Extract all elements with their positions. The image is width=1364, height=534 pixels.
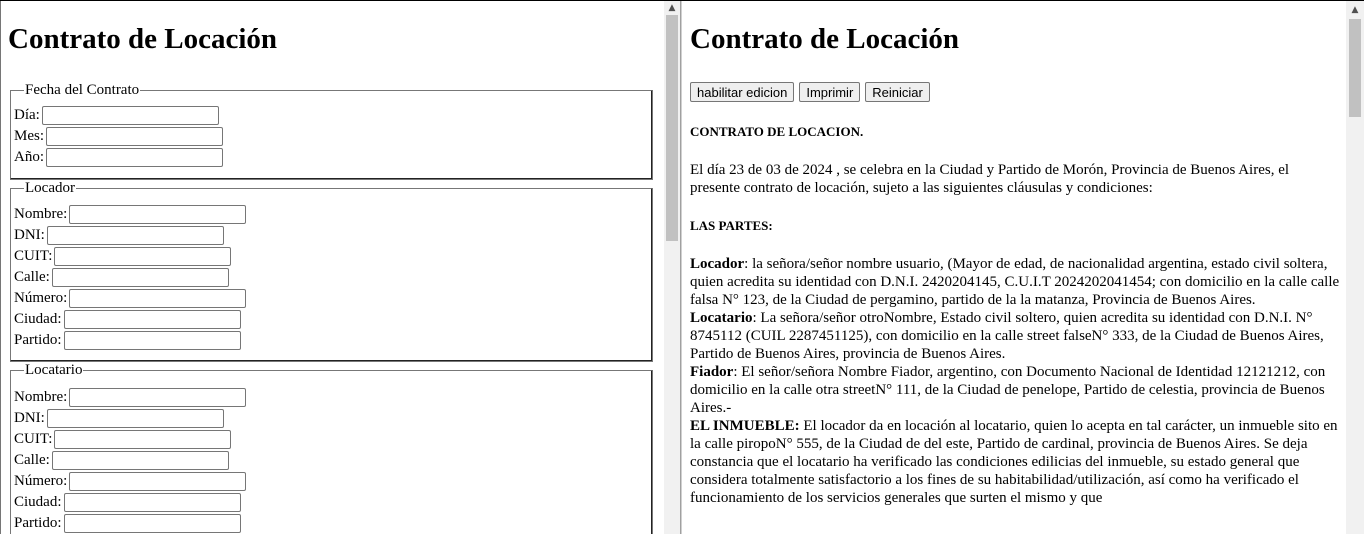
- locatario-nombre-label: Nombre:: [14, 389, 68, 405]
- form-title: Contrato de Locación: [8, 23, 278, 55]
- form-pane-scrollbar[interactable]: [664, 1, 680, 534]
- fecha-anio-row: [14, 147, 223, 168]
- form-pane: [0, 1, 664, 534]
- locador-cuit-row: [14, 246, 231, 267]
- locador-clause-label: Locador: [690, 256, 745, 272]
- locatario-numero-row: [14, 471, 246, 492]
- locatario-ciudad-row: [14, 492, 241, 513]
- fecha-mes-row: [14, 126, 223, 147]
- locatario-clause-text: : La señora/señor otroNombre, Estado civil soltero, quien acredita su identidad con D.N.I. N° 8745112 (CUIL 2287451125), con domicilio en la calle street falseN° 333, de la Ciudad de Buenos Aires, Partido de Buenos Aires, provincia de Buenos Aires.: [690, 310, 1324, 362]
- locatario-ciudad-input[interactable]: [64, 493, 241, 512]
- locatario-nombre-row: [14, 387, 246, 408]
- locador-ciudad-row: [14, 309, 241, 330]
- fiador-clause: [690, 363, 1340, 417]
- locador-dni-label: DNI:: [14, 227, 45, 243]
- locador-numero-row: [14, 288, 246, 309]
- fecha-legend: Fecha del Contrato: [25, 82, 140, 98]
- scroll-up-arrow-icon[interactable]: ▲: [1351, 5, 1359, 15]
- locatario-numero-label: Número:: [14, 473, 68, 489]
- locador-dni-input[interactable]: [47, 226, 224, 245]
- enable-edit-button[interactable]: habilitar edicion: [690, 82, 794, 102]
- preview-title: Contrato de Locación: [690, 23, 960, 55]
- locatario-nombre-input[interactable]: [69, 388, 246, 407]
- locador-calle-row: [14, 267, 229, 288]
- preview-toolbar: [690, 82, 930, 102]
- locador-dni-row: [14, 225, 224, 246]
- locatario-ciudad-label: Ciudad:: [14, 494, 62, 510]
- locatario-clause: [690, 309, 1340, 363]
- dia-input[interactable]: [42, 106, 219, 125]
- contract-heading: CONTRATO DE LOCACION.: [690, 124, 864, 139]
- locatario-partido-label: Partido:: [14, 515, 62, 531]
- locador-calle-label: Calle:: [14, 269, 50, 285]
- locatario-dni-row: [14, 408, 224, 429]
- fiador-clause-label: Fiador: [690, 364, 734, 380]
- locatario-cuit-input[interactable]: [54, 430, 231, 449]
- locador-calle-input[interactable]: [52, 268, 229, 287]
- reset-button[interactable]: Reiniciar: [865, 82, 930, 102]
- mes-label: Mes:: [14, 128, 44, 144]
- contract-document: [690, 123, 1340, 507]
- locador-numero-label: Número:: [14, 290, 68, 306]
- inmueble-clause-text: El locador da en locación al locatario, quien lo acepta en tal carácter, un inmueble sito en la calle piropoN° 555, de la Ciudad de del este, Partido de cardinal, provincia de Buenos Aires. Se deja constancia que el locatario ha verificado las condiciones edilicias del inmueble, su estado general que considera totalmente satisfactorio a los fines de su habitabilidad/utilización, así como ha verificado el funcionamiento de los servicios generales que surten el mismo y que: [690, 418, 1338, 506]
- form-pane-scroll-thumb[interactable]: [666, 15, 678, 241]
- print-button[interactable]: Imprimir: [799, 82, 860, 102]
- locador-ciudad-label: Ciudad:: [14, 311, 62, 327]
- partes-heading: LAS PARTES:: [690, 218, 773, 233]
- locatario-cuit-label: CUIT:: [14, 431, 53, 447]
- dia-label: Día:: [14, 107, 40, 123]
- anio-label: Año:: [14, 149, 44, 165]
- locador-cuit-label: CUIT:: [14, 248, 53, 264]
- fiador-clause-text: : El señor/señora Nombre Fiador, argentino, con Documento Nacional de Identidad 12121212, con domicilio en la calle otra streetN° 111, de la Ciudad de penelope, Partido de celestia, provincia de Buenos Aires.-: [690, 364, 1326, 416]
- locatario-calle-label: Calle:: [14, 452, 50, 468]
- locatario-partido-row: [14, 513, 241, 534]
- locador-numero-input[interactable]: [69, 289, 246, 308]
- contract-intro: El día 23 de 03 de 2024 , se celebra en la Ciudad y Partido de Morón, Provincia de Buenos Aires, el presente contrato de locación, sujeto a las siguientes cláusulas y condiciones:: [690, 162, 1290, 196]
- scroll-up-arrow-icon[interactable]: ▲: [668, 3, 676, 13]
- locador-clause-text: : la señora/señor nombre usuario, (Mayor de edad, de nacionalidad argentina, estado civil soltera, quien acredita su identidad con D.N.I. 2420204145, C.U.I.T 2024202041454; con domicilio en la calle calle falsa N° 123, de la Ciudad de pergamino, partido de la la matanza, Provincia de Buenos Aires.: [690, 256, 1340, 308]
- anio-input[interactable]: [46, 148, 223, 167]
- locador-nombre-input[interactable]: [69, 205, 246, 224]
- locador-clause: [690, 255, 1340, 309]
- locatario-calle-input[interactable]: [52, 451, 229, 470]
- preview-pane-scrollbar[interactable]: [1346, 1, 1364, 534]
- locador-cuit-input[interactable]: [54, 247, 231, 266]
- locador-legend: Locador: [25, 180, 75, 196]
- locador-partido-row: [14, 330, 241, 351]
- locatario-legend: Locatario: [25, 362, 83, 378]
- locatario-clause-label: Locatario: [690, 310, 753, 326]
- locador-nombre-row: [14, 204, 246, 225]
- preview-pane-scroll-thumb[interactable]: [1349, 19, 1361, 117]
- fecha-dia-row: [14, 105, 219, 126]
- locatario-calle-row: [14, 450, 229, 471]
- locatario-numero-input[interactable]: [69, 472, 246, 491]
- locatario-dni-input[interactable]: [47, 409, 224, 428]
- mes-input[interactable]: [46, 127, 223, 146]
- locador-partido-input[interactable]: [64, 331, 241, 350]
- locatario-partido-input[interactable]: [64, 514, 241, 533]
- inmueble-clause: [690, 417, 1340, 507]
- locador-ciudad-input[interactable]: [64, 310, 241, 329]
- locador-partido-label: Partido:: [14, 332, 62, 348]
- preview-pane: [682, 1, 1346, 534]
- locatario-dni-label: DNI:: [14, 410, 45, 426]
- locatario-cuit-row: [14, 429, 231, 450]
- inmueble-clause-label: EL INMUEBLE:: [690, 418, 800, 434]
- locador-nombre-label: Nombre:: [14, 206, 68, 222]
